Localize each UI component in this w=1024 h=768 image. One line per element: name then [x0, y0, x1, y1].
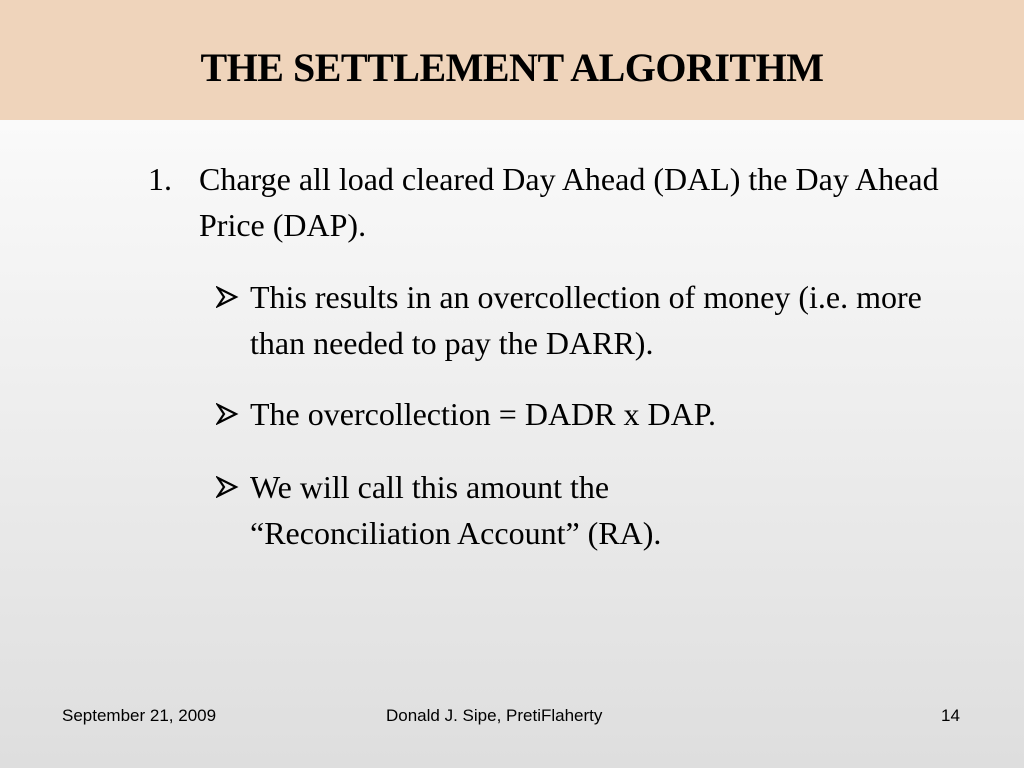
arrow-bullet-icon [216, 464, 242, 504]
list-item-number: 1. [148, 161, 172, 197]
sub-bullet-text: The overcollection = DADR x DAP. [250, 396, 716, 432]
footer-author: Donald J. Sipe, PretiFlaherty [386, 706, 603, 725]
sub-bullet-text: This results in an overcollection of money (i.e. more than needed to pay the DARR). [250, 279, 922, 361]
arrow-bullet-icon [216, 391, 242, 431]
arrow-bullet-icon [216, 274, 242, 314]
footer-page-number: 14 [941, 706, 960, 725]
sub-bullet-text: We will call this amount the “Reconciliation Account” (RA). [250, 469, 662, 551]
slide-title: THE SETTLEMENT ALGORITHM [200, 45, 824, 90]
list-item-text: Charge all load cleared Day Ahead (DAL) the Day Ahead Price (DAP). [199, 161, 939, 243]
footer-date: September 21, 2009 [62, 706, 217, 725]
